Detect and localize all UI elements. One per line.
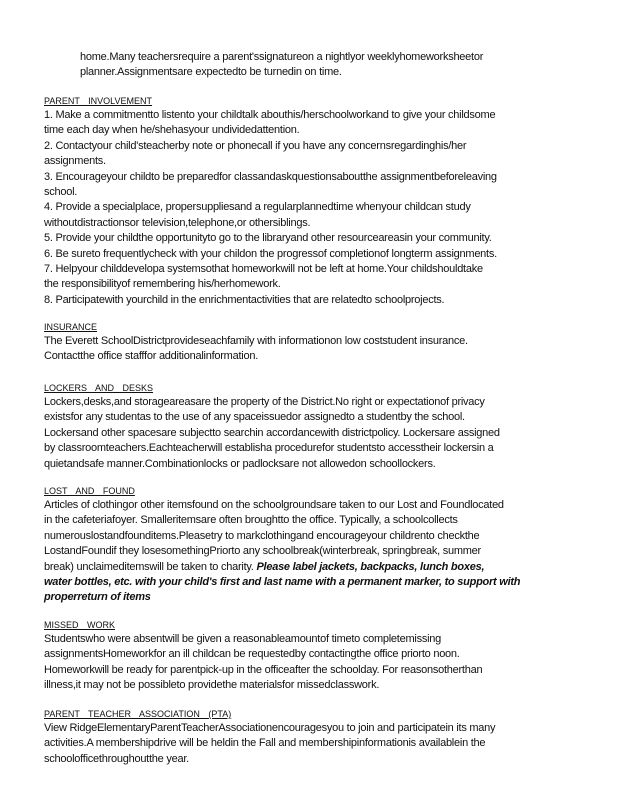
text-line: planner.Assignmentsare expectedto be turnedin on time. (80, 66, 342, 79)
text-line: Studentswho were absentwill be given a reasonableamountof timeto completemissing (44, 633, 442, 645)
text-line: assignmentsHomeworkfor an ill childcan be requestedby contactingthe office priorto noon. (44, 648, 460, 661)
list-item-text: time each day when he/shehasyour undividedattention. (44, 124, 300, 137)
section-heading: MISSED WORK (44, 620, 116, 630)
section-lost-and-found (44, 486, 590, 606)
section-heading: PARENT INVOLVEMENT (44, 96, 153, 106)
text-line: Lockersand other spacesare subjectto searchin accordancewith districtpolicy. Lockersare assigned (44, 426, 500, 439)
text-line (44, 560, 590, 575)
section-missed-work (44, 620, 590, 694)
section-parent-involvement (44, 96, 590, 308)
text-line: Homeworkwill be ready for parentpick-up in the officeafter the schoolday. For reasonsotherthan (44, 663, 483, 676)
section-heading: PARENT TEACHER ASSOCIATION (PTA) (44, 709, 232, 719)
list-item-text: 2. Contactyour child'steacherby note or phonecall if you have any concernsregardinghis/her (44, 139, 467, 152)
list-item-text: 8. Participatewith yourchild in the enrichmentactivities that are relatedto schoolprojects. (44, 293, 445, 306)
section-heading: LOST AND FOUND (44, 486, 135, 496)
text-line: Articles of clothingor other itemsfound on the schoolgroundsare taken to our Lost and Foundlocated (44, 499, 504, 511)
list-item-text: school. (44, 186, 78, 199)
intro-paragraph (80, 50, 580, 81)
section-heading: LOCKERS AND DESKS (44, 383, 154, 393)
list-item-text: 3. Encourageyour childto be preparedfor classandaskquestionsaboutthe assignmentbeforeleaving (44, 170, 497, 183)
text-line: existsfor any studentas to the use of any spaceissuedor assignedto a studentby the school. (44, 411, 465, 424)
list-item-text: the responsibilityof remembering his/herhomework. (44, 278, 281, 291)
list-item-text: 1. Make a commitmentto listento your childtalk abouthis/herschoolworkand to give your childsome (44, 109, 496, 121)
list-item-text: withoutdistractionsor television,telephone,or othersiblings. (44, 216, 311, 229)
text-line: by classroomteachers.Eachteacherwill establisha procedurefor studentsto accesstheir lockersin a (44, 442, 494, 455)
text-run: break) unclaimeditemswill be taken to charity. (44, 560, 254, 573)
text-line: LostandFoundif they losesomethingPriorto any schoolbreak(winterbreak, springbreak, summer (44, 545, 481, 558)
list-item-text: assignments. (44, 155, 106, 168)
text-line: Lockers,desks,and storageareasare the property of the District.No right or expectationof privacy (44, 396, 485, 408)
list-item-text: 7. Helpyour childdevelopa systemsothat homeworkwill not be left at home.Your childshouldtake (44, 263, 483, 276)
text-line: Contactthe office stafffor additionalinformation. (44, 350, 259, 363)
text-line: schoolofficethroughoutthe year. (44, 752, 189, 765)
emphasis-notice: Please label jackets, backpacks, lunch boxes, (256, 560, 485, 573)
text-line: illness,it may not be possibleto providethe materialsfor missedclasswork. (44, 679, 380, 692)
section-lockers-and-desks (44, 383, 590, 472)
emphasis-notice: water bottles, etc. with your child's first and last name with a permanent marker, to support with (44, 576, 521, 589)
text-line: in the cafeteriafoyer. Smalleritemsare often broughtto the office. Typically, a schoolcollects (44, 514, 458, 527)
text-line: quietandsafe manner.Combinationlocks or padlocksare not allowedon schoollockers. (44, 457, 436, 470)
text-line: The Everett SchoolDistrictprovideseachfamily with informationon low coststudent insurance. (44, 335, 468, 347)
list-item-text: 6. Be sureto frequentlycheck with your childon the progressof completionof longterm assignments. (44, 247, 497, 260)
section-insurance (44, 322, 590, 365)
text-line: View RidgeElementaryParentTeacherAssociationencouragesyou to join and participatein its many (44, 722, 496, 734)
section-pta (44, 709, 590, 767)
text-line: activities.A membershipdrive will be heldin the Fall and membershipinformationis availablein the (44, 737, 486, 750)
text-line: home.Many teachersrequire a parent'ssignatureon a nightlyor weeklyhomeworksheetor (80, 51, 484, 63)
list-item-text: 5. Provide your childthe opportunityto go to the libraryand other resourceareasin your community. (44, 232, 492, 245)
emphasis-notice: properreturn of items (44, 591, 151, 604)
list-item-text: 4. Provide a specialplace, propersuppliesand a regularplannedtime whenyour childcan study (44, 201, 471, 214)
section-heading: INSURANCE (44, 322, 98, 332)
text-line: numerouslostandfounditems.Pleasetry to markclothingand encourageyour childrento checkthe (44, 529, 480, 542)
